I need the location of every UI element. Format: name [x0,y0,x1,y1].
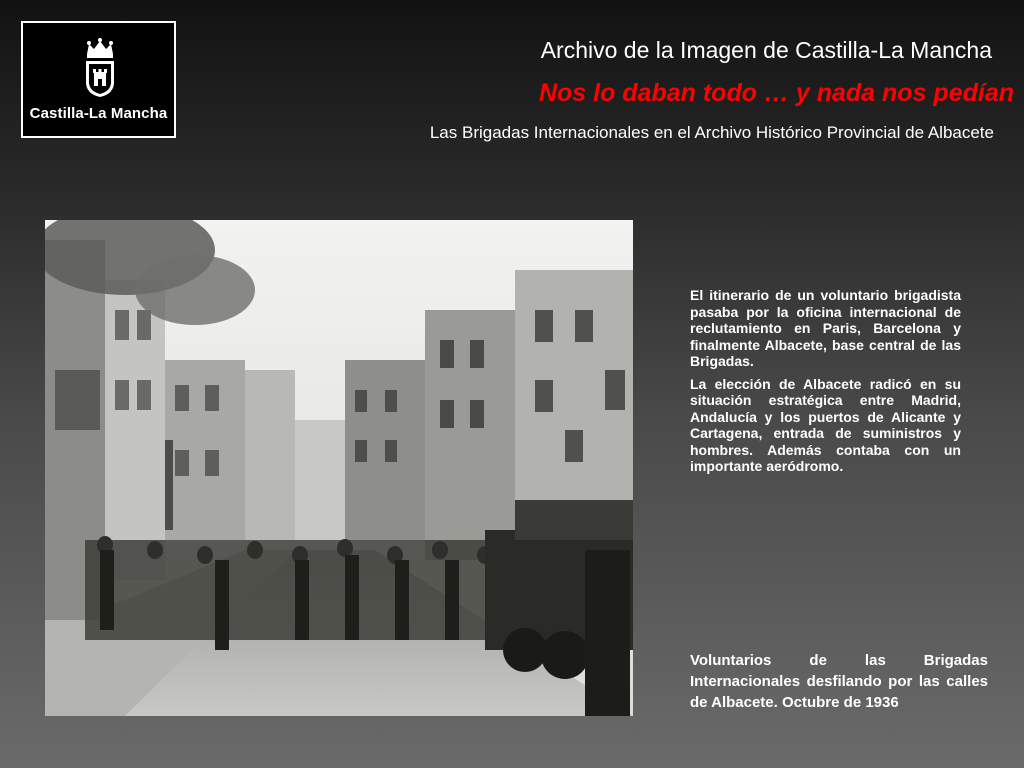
historical-photo [45,220,633,716]
logo [21,21,176,138]
body-paragraph: La elección de Albacete radicó en su situación estratégica entre Madrid, Andalucía y los puertos de Alicante y Cartagena, entrada de suministros y hombres. Además contaba con un importante aeródromo. [690,375,961,474]
page-subtitle: Nos lo daban todo … y nada nos pedían [538,79,1014,107]
body-text [690,287,961,481]
logo-text: Castilla-La Mancha [29,105,168,122]
page-title: Archivo de la Imagen de Castilla-La Mancha [540,37,992,63]
body-paragraph: El itinerario de un voluntario brigadista pasaba por la oficina internacional de reclutamiento en Paris, Barcelona y finalmente Albacete, base central de las Brigadas. [690,287,961,369]
crown-shield-icon [83,38,117,98]
page-description: Las Brigadas Internacionales en el Archivo Histórico Provincial de Albacete [429,123,994,142]
photo-caption: Voluntarios de las Brigadas Internacionales desfilando por las calles de Albacete. Octubre de 1936 [690,652,988,711]
